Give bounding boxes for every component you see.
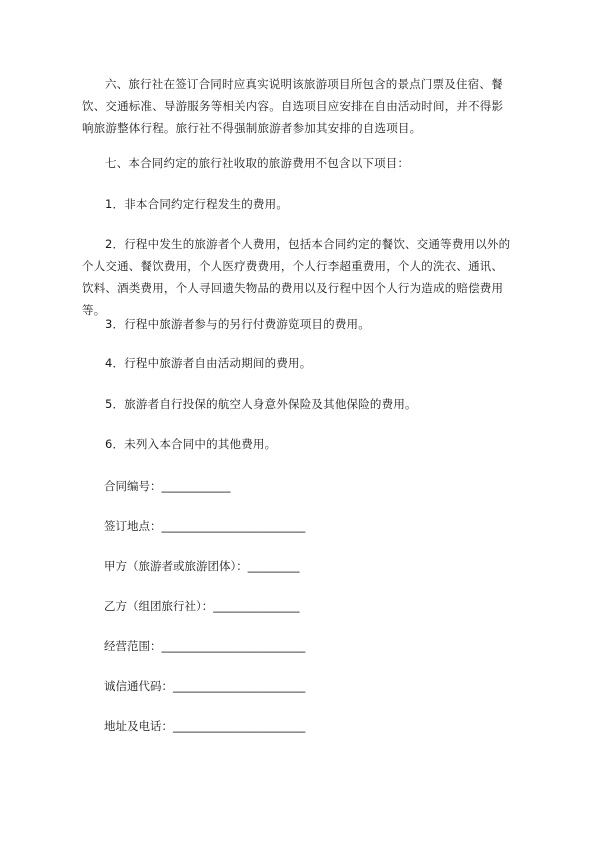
address-phone-field: 地址及电话：_______________________ — [104, 719, 306, 733]
paragraph-fee-5: 5．旅游者自行投保的航空人身意外保险及其他保险的费用。 — [105, 397, 417, 411]
paragraph-fee-2: 2．行程中发生的旅游者个人费用，包括本合同约定的餐饮、交通等费用以外的个人交通、餐饮费用，个人医疗费费用，个人行李超重费用，个人的洗衣、通讯、饮料、酒类费用，个人寻回遗失物品的费用以及行程中因个人行为造成的赔偿费用等。 — [82, 237, 511, 317]
paragraph-item-7: 七、本合同约定的旅行社收取的旅游费用不包含以下项目： — [105, 156, 410, 170]
paragraph-fee-3: 3．行程中旅游者参与的另行付费游览项目的费用。 — [105, 317, 370, 331]
contract-number-field: 合同编号：____________ — [104, 479, 231, 493]
party-a-field: 甲方（旅游者或旅游团体）：_________ — [104, 559, 300, 573]
paragraph-fee-1: 1．非本合同约定行程发生的费用。 — [105, 197, 289, 211]
paragraph-fee-6: 6．未列入本合同中的其他费用。 — [105, 437, 277, 451]
paragraph-item-6: 六、旅行社在签订合同时应真实说明该旅游项目所包含的景点门票及住宿、餐饮、交通标准、导游服务等相关内容。自选项目应安排在自由活动时间，并不得影响旅游整体行程。旅行社不得强制旅游者参加其安排的自选项目。 — [82, 77, 504, 135]
signing-place-field: 签订地点：_________________________ — [104, 519, 306, 533]
paragraph-fee-4: 4．行程中旅游者自由活动期间的费用。 — [105, 356, 312, 370]
party-b-field: 乙方（组团旅行社）：_______________ — [104, 599, 300, 613]
business-scope-field: 经营范围：_________________________ — [104, 639, 306, 653]
credit-code-field: 诚信通代码：_______________________ — [104, 679, 306, 693]
